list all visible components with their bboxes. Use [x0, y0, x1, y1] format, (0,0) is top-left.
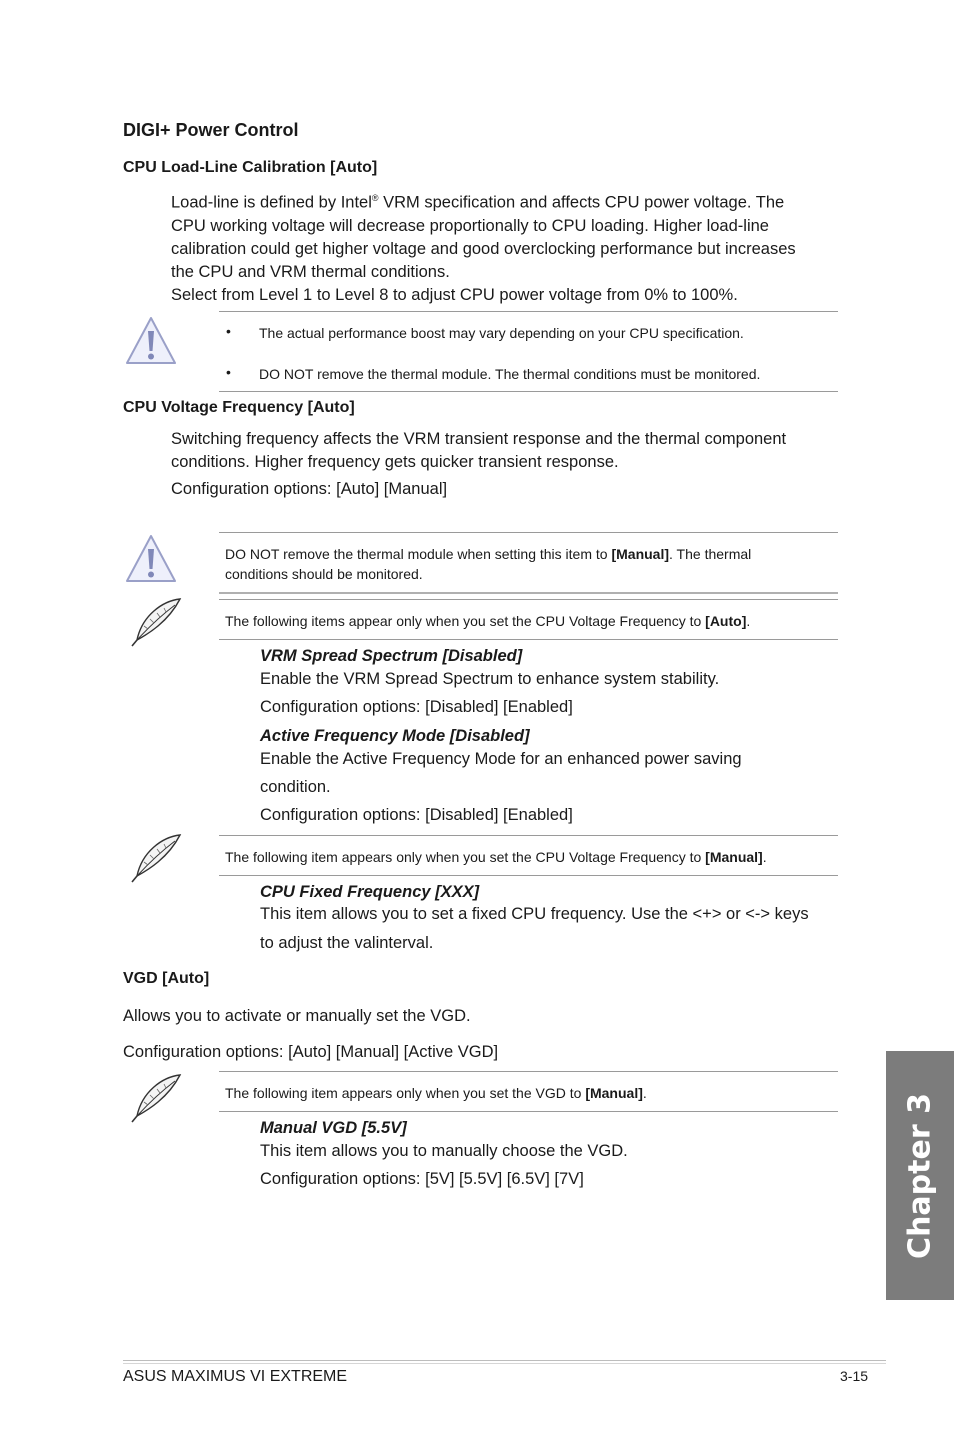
bullet-icon: •: [226, 323, 231, 339]
cvf-description: Switching frequency affects the VRM transient response and the thermal component conditions. Higher frequency gets quicker transient response.: [171, 430, 787, 471]
vrm-heading: VRM Spread Spectrum [Disabled]: [260, 647, 523, 665]
cff-description-2: to adjust the valinterval.: [260, 934, 434, 952]
manual-vgd-description: This item allows you to manually choose the VGD.: [260, 1142, 628, 1160]
divider: [219, 639, 838, 640]
manual-vgd-config: Configuration options: [5V] [5.5V] [6.5V] [7V]: [260, 1170, 584, 1188]
divider: [219, 532, 838, 533]
bullet-icon: •: [226, 364, 231, 380]
cvf-config: Configuration options: [Auto] [Manual]: [171, 480, 448, 498]
warning-triangle-icon: [124, 315, 178, 367]
warning-triangle-icon: [124, 533, 178, 585]
afm-heading: Active Frequency Mode [Disabled]: [260, 727, 530, 745]
afm-config: Configuration options: [Disabled] [Enabled]: [260, 806, 573, 824]
section-title: DIGI+ Power Control: [123, 120, 299, 140]
afm-description-1: Enable the Active Frequency Mode for an enhanced power saving: [260, 750, 742, 768]
footer-divider: [123, 1363, 886, 1364]
footer-page-number: 3-15: [840, 1368, 869, 1384]
note-manual-text: The following item appears only when you set the CPU Voltage Frequency to [Manual].: [225, 849, 767, 865]
divider: [219, 391, 838, 392]
vrm-description: Enable the VRM Spread Spectrum to enhance system stability.: [260, 670, 720, 688]
llc-description: Load-line is defined by Intel® VRM specification and affects CPU power voltage. The CPU working voltage will decrease proportionally to CPU loading. Higher load-line calibration could get higher voltage and good overclocking performance but increases the CPU and VRM thermal conditions.: [171, 193, 796, 281]
divider: [219, 875, 838, 876]
vgd-config: Configuration options: [Auto] [Manual] [Active VGD]: [123, 1043, 499, 1061]
warning-bullet-2: DO NOT remove the thermal module. The thermal conditions must be monitored.: [259, 366, 761, 382]
cvf-heading: CPU Voltage Frequency [Auto]: [123, 399, 355, 416]
note-vgd-text: The following item appears only when you set the VGD to [Manual].: [225, 1085, 647, 1101]
cff-heading: CPU Fixed Frequency [XXX]: [260, 883, 480, 901]
warning-bullet-1: The actual performance boost may vary depending on your CPU specification.: [259, 325, 744, 341]
footer-product-name: ASUS MAXIMUS VI EXTREME: [123, 1368, 348, 1385]
divider: [219, 835, 838, 836]
chapter-tab-label: Chapter 3: [902, 1092, 938, 1259]
feather-pen-icon: [128, 596, 184, 648]
divider: [219, 1111, 838, 1112]
llc-heading: CPU Load-Line Calibration [Auto]: [123, 159, 378, 176]
manual-vgd-heading: Manual VGD [5.5V]: [260, 1119, 407, 1137]
vgd-heading: VGD [Auto]: [123, 970, 210, 987]
feather-pen-icon: [128, 1072, 184, 1124]
llc-select-text: Select from Level 1 to Level 8 to adjust CPU power voltage from 0% to 100%.: [171, 286, 738, 304]
note-auto-text: The following items appear only when you set the CPU Voltage Frequency to [Auto].: [225, 613, 751, 629]
divider: [219, 592, 838, 594]
footer-divider: [123, 1360, 886, 1361]
divider: [219, 311, 838, 312]
feather-pen-icon: [128, 832, 184, 884]
afm-description-2: condition.: [260, 778, 331, 796]
divider: [219, 1071, 838, 1072]
vgd-description: Allows you to activate or manually set the VGD.: [123, 1007, 471, 1025]
cff-description-1: This item allows you to set a fixed CPU frequency. Use the <+> or <-> keys: [260, 905, 809, 923]
chapter-tab: [886, 1051, 954, 1300]
divider: [219, 599, 838, 600]
warning-manual-text: DO NOT remove the thermal module when setting this item to [Manual]. The thermal conditions should be monitored.: [225, 546, 752, 582]
vrm-config: Configuration options: [Disabled] [Enabled]: [260, 698, 573, 716]
